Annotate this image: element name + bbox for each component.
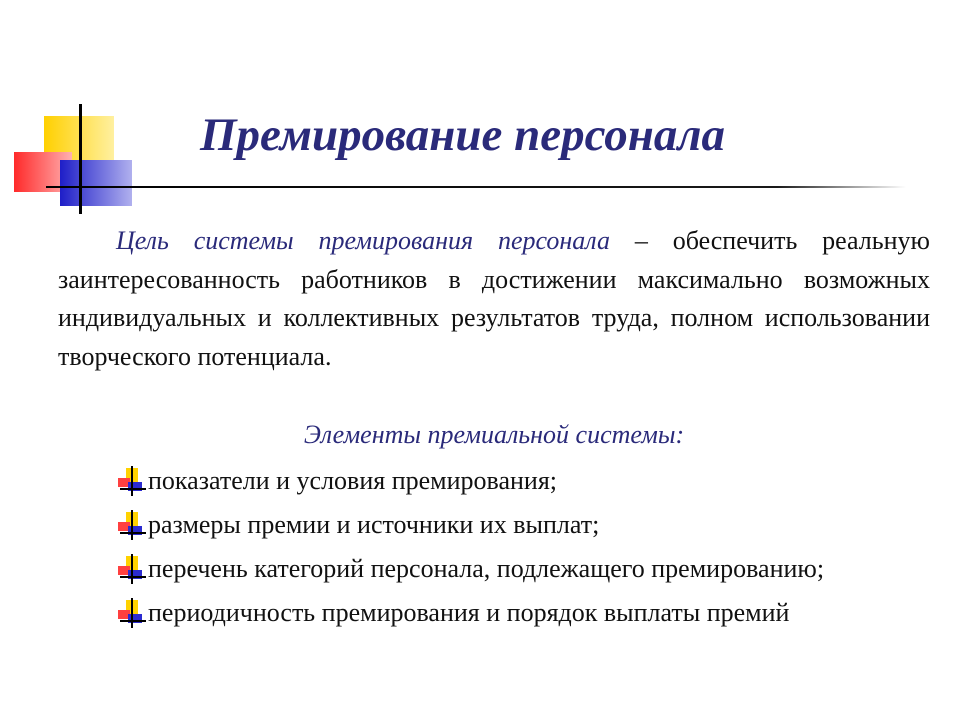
bullet-squares-icon [116, 510, 146, 540]
list-item [58, 594, 930, 631]
intro-paragraph [58, 222, 930, 376]
elements-list [58, 462, 930, 638]
bullet-squares-icon [116, 554, 146, 584]
bullet-squares-icon [116, 466, 146, 496]
list-item [58, 462, 930, 499]
list-item-text: перечень категорий персонала, подлежащего премированию; [148, 554, 825, 583]
elements-subheading: Элементы премиальной системы: [303, 420, 685, 449]
list-item-text: периодичность премирования и порядок выплаты премий [148, 598, 790, 627]
list-item [58, 506, 930, 543]
intro-lead: Цель системы премирования персонала [116, 226, 610, 255]
list-item-text: показатели и условия премирования; [148, 466, 558, 495]
list-item [58, 550, 930, 587]
bullet-squares-icon [116, 598, 146, 628]
list-item-text: размеры премии и источники их выплат; [148, 510, 600, 539]
intro-rest: – обеспечить реальную заинтересованность работников в достижении максимально возможных индивидуальных и коллективных результатов труда, полном использовании творческого потенциала. [58, 226, 930, 371]
slide-title: Премирование персонала [200, 109, 726, 161]
